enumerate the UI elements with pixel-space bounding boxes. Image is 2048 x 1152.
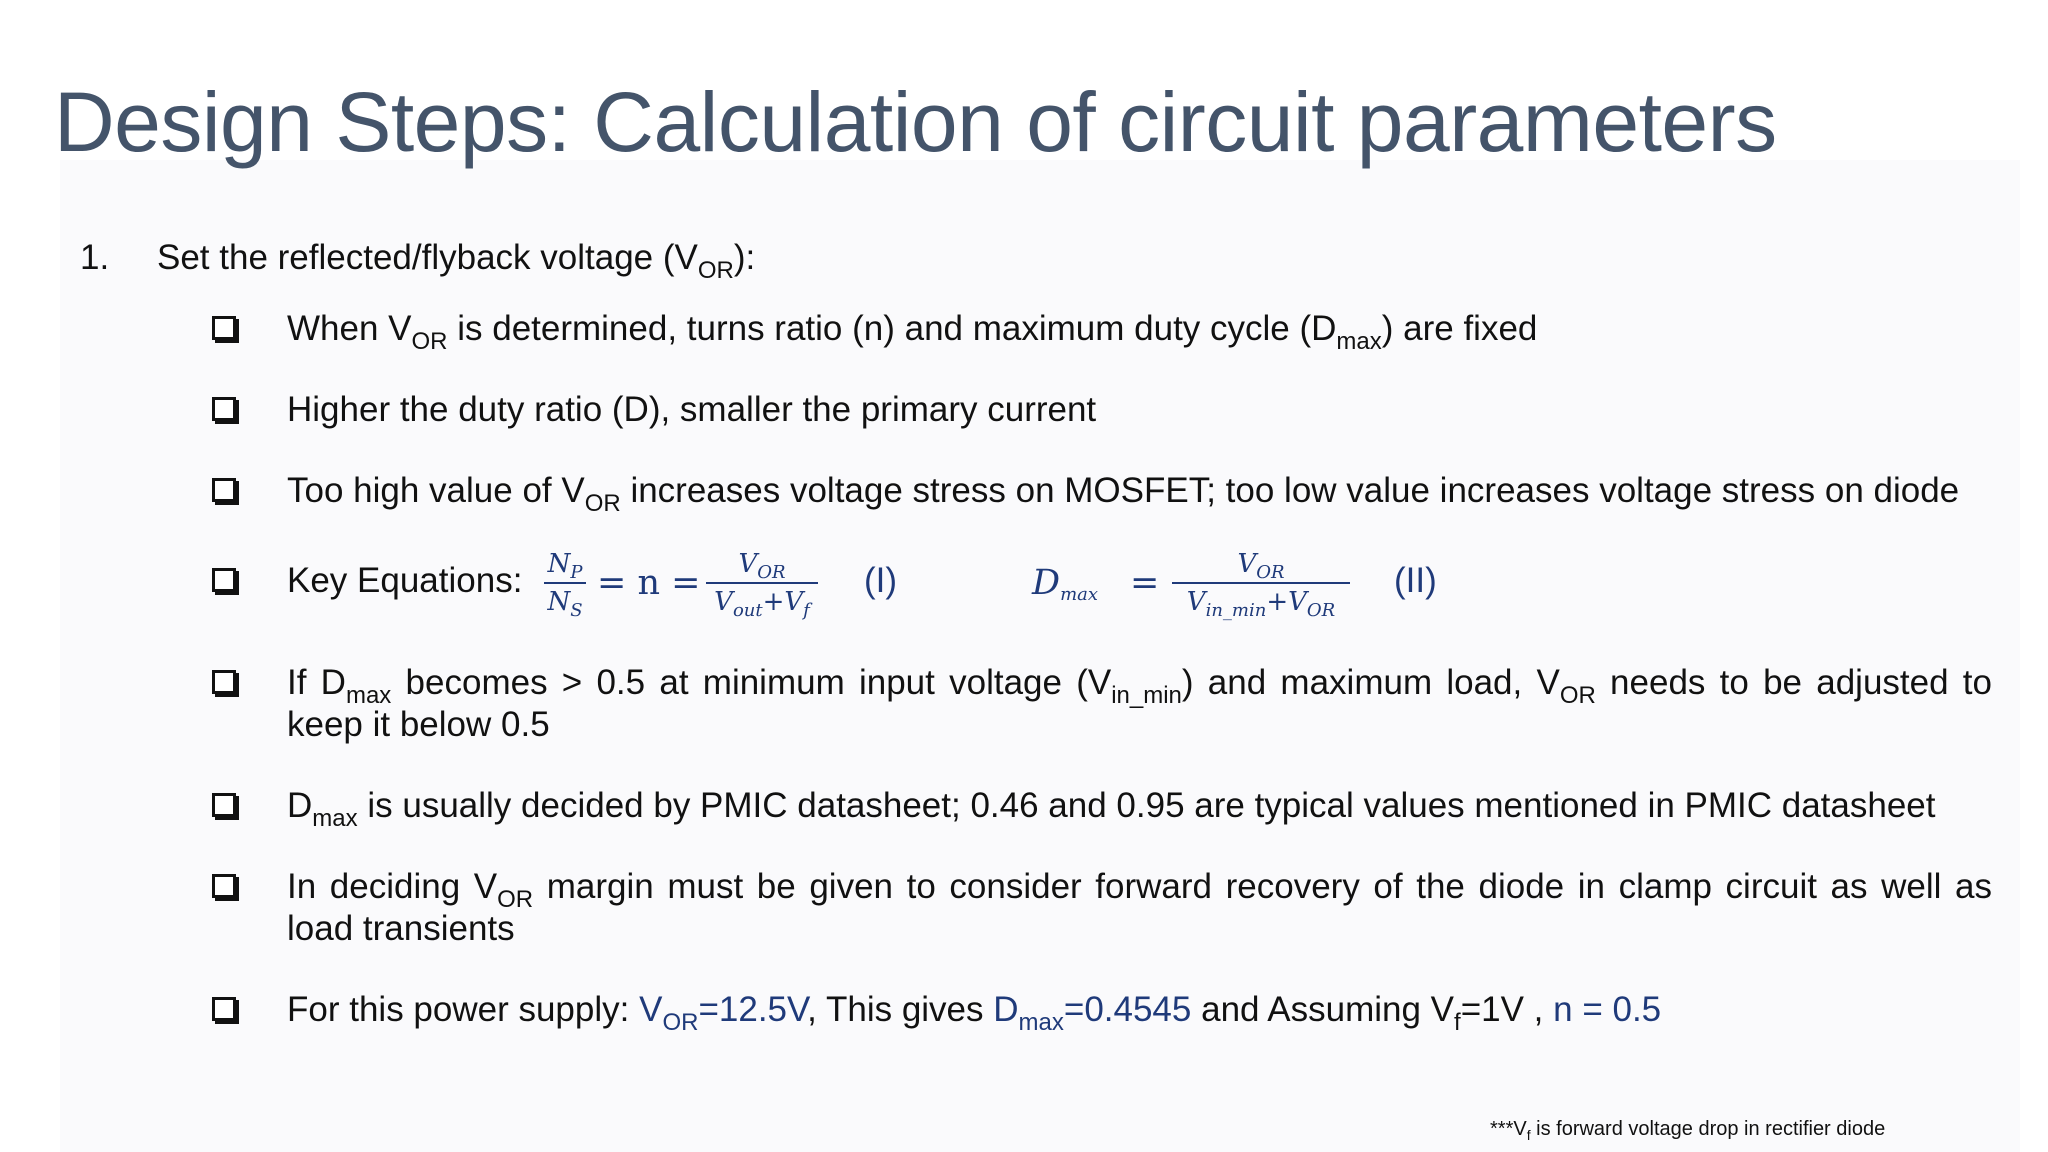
- bullet-text: When $V_{OR}$ is determined, turns ratio (n) and maximum duty cycle $(D_{max})$ are fixed: [287, 309, 1538, 355]
- bullet-text: Too high value of $V_{OR}$ increases voltage stress on MOSFET; too low value increases voltage stress on diode: [287, 471, 1960, 517]
- checkbox-bullet-icon: [212, 874, 236, 898]
- step-heading: Set the reflected/flyback voltage $(V_{OR})$:: [157, 238, 756, 284]
- eq2-equals: =: [1130, 563, 1160, 603]
- step-number: 1.: [80, 238, 110, 277]
- eq1-np-ns-fraction: $N_P$ $N_S$: [544, 548, 586, 618]
- bullet-text: $D_{max}$ is usually decided by PMIC datasheet; 0.46 and 0.95 are typical values mentioned in PMIC datasheet: [287, 786, 1936, 832]
- bullet-text: For this power supply: $V_{OR}=12.5V$, This gives $D_{max}=0.4545$ and Assuming $V_f=1V$ , n = 0.5: [287, 990, 1662, 1036]
- slide-title: Design Steps: Calculation of circuit parameters: [54, 75, 1777, 169]
- checkbox-bullet-icon: [212, 316, 236, 340]
- eq1-vor-fraction: $V_{OR}$ $V_{out}+V_f$: [706, 548, 818, 618]
- eq1-middle: = n =: [597, 563, 701, 603]
- checkbox-bullet-icon: [212, 568, 236, 592]
- bullet-text: Key Equations:: [287, 561, 523, 600]
- eq1-label: (I): [864, 561, 898, 600]
- bullet-text: In deciding $V_{OR}$ margin must be given to consider forward recovery of the diode in clamp circuit as well as load transients: [287, 867, 1992, 948]
- bullet-text: If $D_{max}$ becomes > 0.5 at minimum input voltage $(V_{in\_min})$ and maximum load, $V_{OR}$ needs to be adjusted to keep it below 0.5: [287, 663, 1992, 744]
- checkbox-bullet-icon: [212, 397, 236, 421]
- eq2-vor-fraction: $V_{OR}$ $V_{in\_min}+V_{OR}$: [1172, 548, 1350, 618]
- checkbox-bullet-icon: [212, 670, 236, 694]
- checkbox-bullet-icon: [212, 997, 236, 1021]
- checkbox-bullet-icon: [212, 478, 236, 502]
- bullet-text: Higher the duty ratio (D), smaller the primary current: [287, 390, 1097, 429]
- eq2-label: (II): [1394, 561, 1437, 600]
- eq2-lhs: $D_{max}$: [1032, 563, 1099, 605]
- checkbox-bullet-icon: [212, 793, 236, 817]
- bullet-item-key-equations: [212, 549, 1992, 630]
- footnote: $***V_f$ is forward voltage drop in rectifier diode: [1490, 1118, 1886, 1143]
